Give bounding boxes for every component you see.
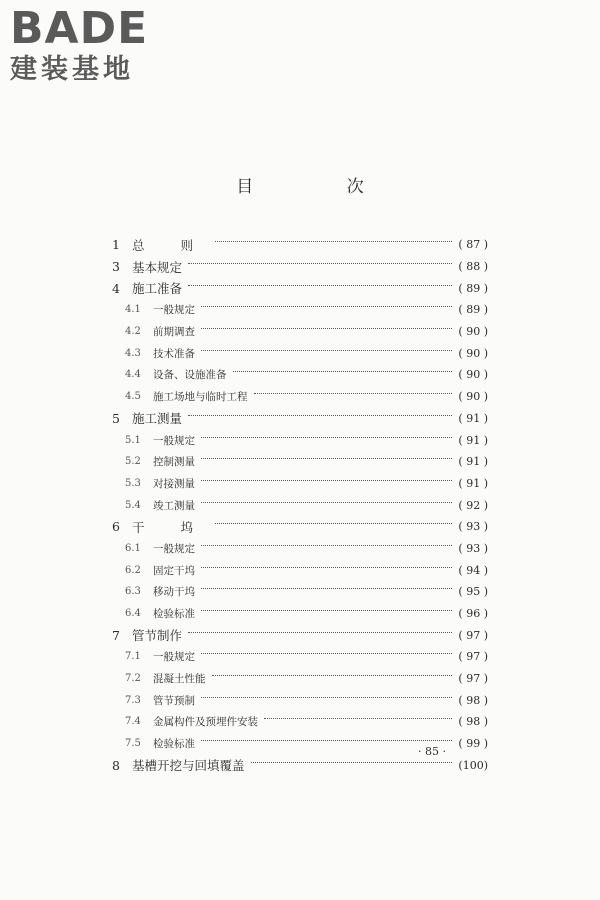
toc-entry[interactable] — [112, 256, 488, 278]
toc-entry-label: 混凝土性能 — [153, 673, 206, 686]
toc-leader-dots — [201, 610, 452, 611]
toc-entry-page: ( 91 ) — [458, 476, 488, 490]
toc-entry-page: ( 98 ) — [458, 715, 488, 729]
toc-entry-page: ( 89 ) — [458, 281, 488, 295]
toc-entry-page: ( 94 ) — [458, 563, 488, 577]
toc-entry-number: 5.4 — [125, 499, 141, 511]
toc-leader-dots — [201, 328, 452, 329]
logo — [10, 3, 185, 86]
toc-entry[interactable] — [112, 624, 488, 646]
toc-entry-label: 竣工测量 — [153, 499, 195, 512]
toc-entry[interactable] — [112, 538, 488, 560]
toc-entry-page: ( 92 ) — [458, 498, 488, 512]
toc-entry-label: 管节预制 — [153, 694, 195, 707]
toc-leader-dots — [201, 437, 452, 438]
toc-entry-number: 7 — [112, 627, 120, 643]
toc-entry[interactable] — [112, 321, 488, 343]
toc-entry-page: ( 96 ) — [458, 607, 488, 621]
toc-entry[interactable] — [112, 711, 488, 733]
toc-entry-number: 5.3 — [125, 477, 141, 489]
toc-leader-dots — [188, 285, 452, 286]
toc-entry[interactable] — [112, 689, 488, 711]
toc-entry-page: ( 90 ) — [458, 346, 488, 360]
toc-entry[interactable] — [112, 451, 488, 473]
toc-entry[interactable] — [112, 581, 488, 603]
toc-entry-label: 总 则 — [132, 237, 209, 253]
toc-entry-number: 7.4 — [125, 716, 141, 728]
toc-entry-page: (100) — [458, 758, 488, 772]
toc-leader-dots — [251, 762, 452, 763]
page-title: 目 次 — [236, 177, 408, 197]
toc-entry[interactable] — [112, 559, 488, 581]
toc-entry[interactable] — [112, 473, 488, 495]
toc-entry-label: 固定干坞 — [153, 564, 195, 577]
toc-entry-label: 一般规定 — [153, 542, 195, 555]
toc-entry-label: 金属构件及预埋件安装 — [153, 716, 258, 729]
toc-entry-number: 5.1 — [125, 434, 141, 446]
toc-entry-number: 8 — [112, 757, 120, 773]
toc-entry-number: 6.2 — [125, 564, 141, 576]
toc-entry-page: ( 90 ) — [458, 368, 488, 382]
toc-entry-label: 对接测量 — [153, 477, 195, 490]
logo-wordmark: BADE — [10, 3, 149, 54]
toc-entry-number: 5.2 — [125, 456, 141, 468]
toc-entry-page: ( 93 ) — [458, 520, 488, 534]
toc-entry[interactable] — [112, 277, 488, 299]
toc-entry-page: ( 97 ) — [458, 672, 488, 686]
toc-entry-page: ( 99 ) — [458, 737, 488, 751]
toc-leader-dots — [201, 458, 452, 459]
toc-entry-number: 4.5 — [125, 391, 141, 403]
toc-entry[interactable] — [112, 299, 488, 321]
toc-entry-page: ( 91 ) — [458, 411, 488, 425]
toc-entry-label: 一般规定 — [153, 434, 195, 447]
toc-entry-number: 6.3 — [125, 586, 141, 598]
toc-entry[interactable] — [112, 364, 488, 386]
toc-entry-page: ( 89 ) — [458, 303, 488, 317]
toc-leader-dots — [201, 545, 452, 546]
toc-entry-label: 设备、设施准备 — [153, 369, 227, 382]
toc-entry[interactable] — [112, 646, 488, 668]
toc-entry[interactable] — [112, 342, 488, 364]
toc-entry-number: 7.3 — [125, 694, 141, 706]
toc-leader-dots — [201, 697, 452, 698]
toc-leader-dots — [212, 675, 453, 676]
toc-entry[interactable] — [112, 668, 488, 690]
toc-leader-dots — [201, 588, 452, 589]
toc-leader-dots — [215, 241, 452, 242]
toc-entry-label: 基槽开挖与回填覆盖 — [132, 758, 245, 774]
logo-chinese-name: 建装基地 — [10, 54, 134, 85]
toc-entry-label: 技术准备 — [153, 347, 195, 360]
toc-leader-dots — [188, 263, 452, 264]
toc-leader-dots — [215, 523, 452, 524]
table-of-contents — [112, 234, 488, 776]
toc-entry[interactable] — [112, 234, 488, 256]
toc-entry-label: 施工场地与临时工程 — [153, 391, 248, 404]
toc-entry-page: ( 97 ) — [458, 628, 488, 642]
toc-entry-number: 4.1 — [125, 304, 141, 316]
toc-entry-label: 一般规定 — [153, 651, 195, 664]
toc-entry-page: ( 88 ) — [458, 260, 488, 274]
toc-entry-number: 4.3 — [125, 347, 141, 359]
toc-entry-number: 3 — [112, 259, 120, 275]
toc-entry-number: 1 — [112, 237, 120, 253]
toc-entry-number: 7.1 — [125, 651, 141, 663]
toc-entry-label: 施工测量 — [132, 411, 183, 427]
toc-entry-page: ( 95 ) — [458, 585, 488, 599]
toc-leader-dots — [201, 567, 452, 568]
toc-entry-number: 7.5 — [125, 738, 141, 750]
toc-entry-number: 4 — [112, 280, 120, 296]
toc-leader-dots — [201, 740, 452, 741]
toc-entry-page: ( 87 ) — [458, 238, 488, 252]
toc-leader-dots — [201, 502, 452, 503]
toc-entry[interactable] — [112, 386, 488, 408]
toc-leader-dots — [201, 480, 452, 481]
toc-entry-number: 5 — [112, 410, 120, 426]
toc-entry[interactable] — [112, 603, 488, 625]
toc-entry-page: ( 90 ) — [458, 390, 488, 404]
toc-entry-page: ( 98 ) — [458, 693, 488, 707]
toc-entry-number: 6 — [112, 519, 120, 535]
toc-entry-number: 7.2 — [125, 673, 141, 685]
toc-entry-label: 施工准备 — [132, 281, 183, 297]
toc-entry-label: 一般规定 — [153, 304, 195, 317]
toc-entry[interactable] — [112, 516, 488, 538]
toc-entry-label: 前期调查 — [153, 326, 195, 339]
toc-entry[interactable] — [112, 408, 488, 430]
toc-entry-number: 4.2 — [125, 326, 141, 338]
toc-entry-label: 检验标准 — [153, 738, 195, 751]
toc-entry-label: 控制测量 — [153, 456, 195, 469]
toc-leader-dots — [264, 718, 452, 719]
toc-entry-number: 4.4 — [125, 369, 141, 381]
toc-leader-dots — [201, 653, 452, 654]
toc-entry[interactable] — [112, 494, 488, 516]
toc-entry-label: 干 坞 — [132, 519, 209, 535]
toc-entry-number: 6.4 — [125, 608, 141, 620]
toc-entry-page: ( 93 ) — [458, 541, 488, 555]
toc-entry-label: 基本规定 — [132, 259, 183, 275]
toc-leader-dots — [201, 350, 452, 351]
toc-entry-page: ( 97 ) — [458, 650, 488, 664]
toc-leader-dots — [233, 371, 453, 372]
toc-entry-page: ( 91 ) — [458, 455, 488, 469]
toc-entry-page: ( 91 ) — [458, 433, 488, 447]
toc-leader-dots — [188, 415, 452, 416]
toc-entry[interactable] — [112, 429, 488, 451]
toc-entry-page: ( 90 ) — [458, 325, 488, 339]
toc-entry-number: 6.1 — [125, 542, 141, 554]
toc-leader-dots — [201, 306, 452, 307]
toc-entry-label: 管节制作 — [132, 628, 183, 644]
toc-entry-label: 检验标准 — [153, 608, 195, 621]
page-number: · 85 · — [418, 745, 446, 758]
toc-leader-dots — [188, 632, 452, 633]
toc-entry-label: 移动干坞 — [153, 586, 195, 599]
toc-leader-dots — [254, 393, 453, 394]
